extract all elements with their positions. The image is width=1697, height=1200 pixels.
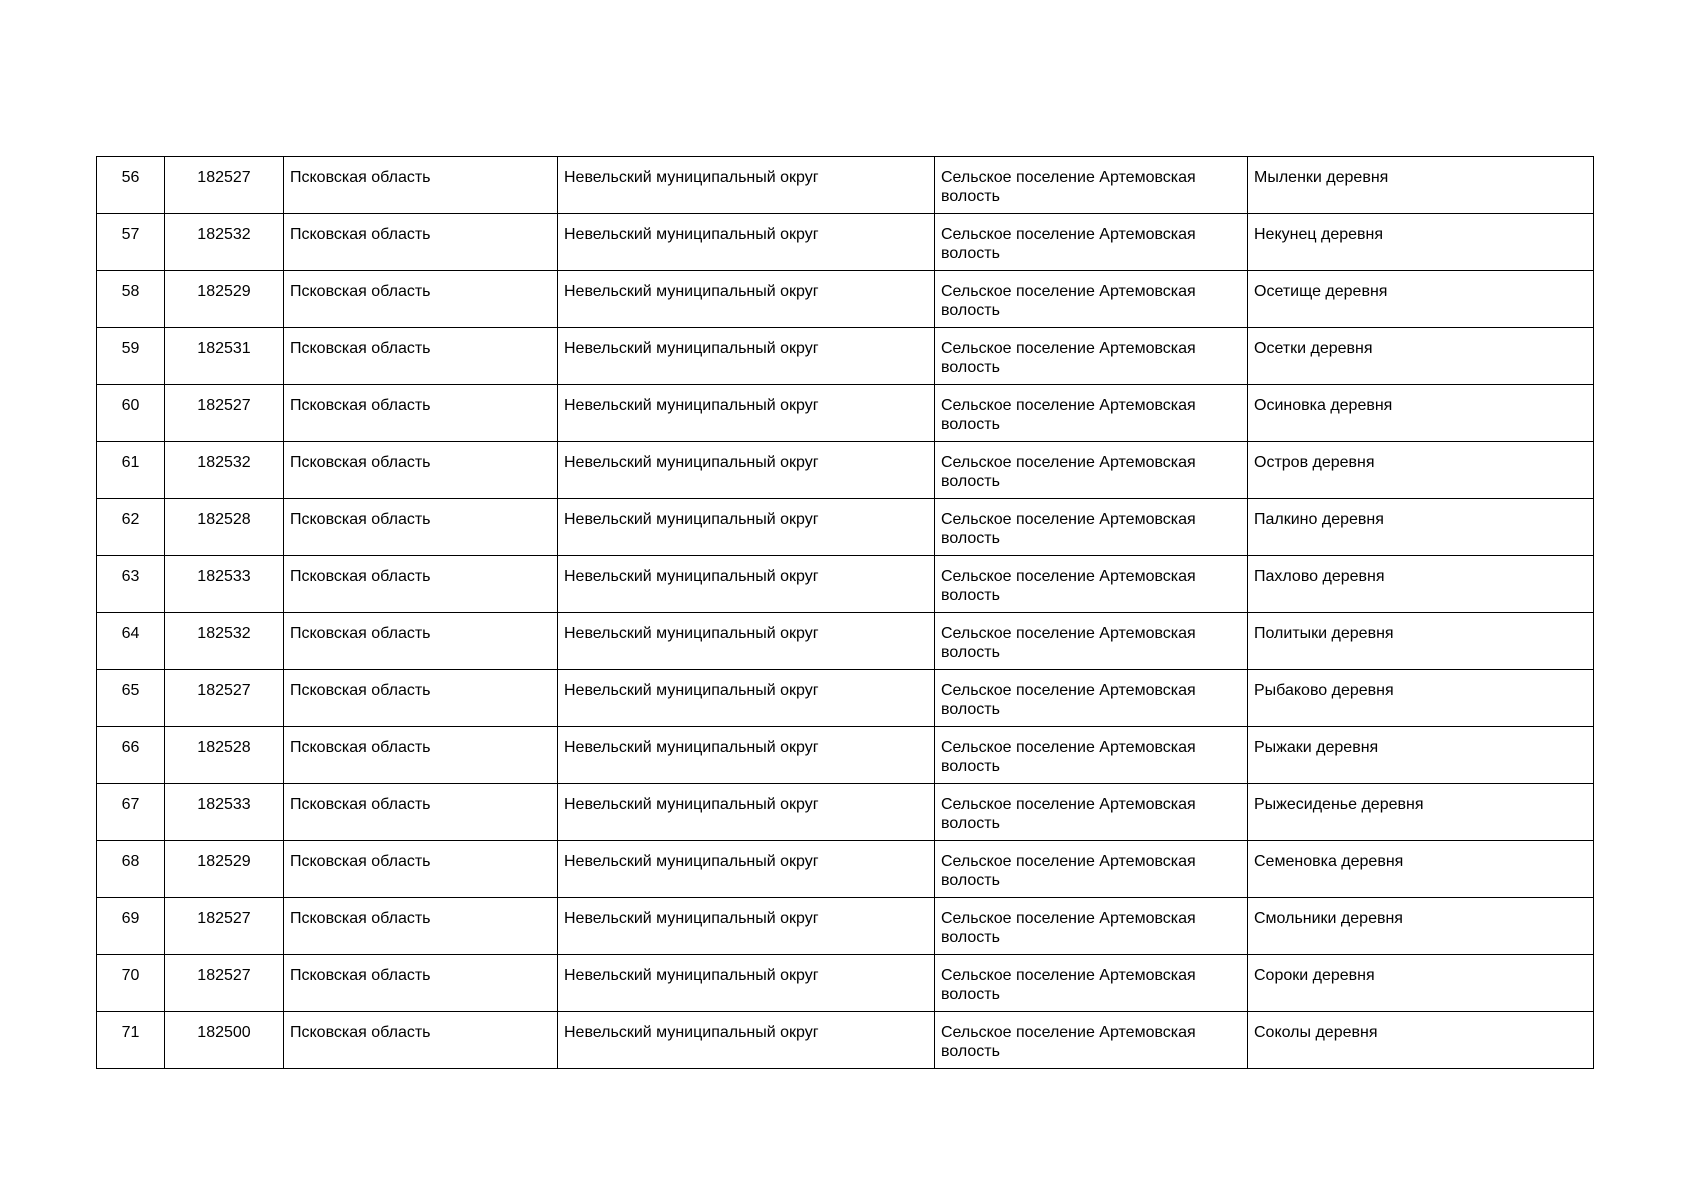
table-row xyxy=(97,556,1594,613)
postal-code-cell: 182527 xyxy=(165,670,284,727)
postal-code-cell: 182527 xyxy=(165,898,284,955)
table-row xyxy=(97,841,1594,898)
region-cell: Псковская область xyxy=(284,784,558,841)
settlement-cell: Сельское поселение Артемовская волость xyxy=(935,157,1248,214)
table-row xyxy=(97,670,1594,727)
row-number-cell: 64 xyxy=(97,613,165,670)
row-number-cell: 69 xyxy=(97,898,165,955)
district-cell: Невельский муниципальный округ xyxy=(558,784,935,841)
locality-cell: Смольники деревня xyxy=(1248,898,1594,955)
settlement-cell: Сельское поселение Артемовская волость xyxy=(935,328,1248,385)
settlement-cell: Сельское поселение Артемовская волость xyxy=(935,727,1248,784)
region-cell: Псковская область xyxy=(284,727,558,784)
row-number-cell: 56 xyxy=(97,157,165,214)
locality-cell: Соколы деревня xyxy=(1248,1012,1594,1069)
locality-cell: Осетки деревня xyxy=(1248,328,1594,385)
region-cell: Псковская область xyxy=(284,556,558,613)
settlement-cell: Сельское поселение Артемовская волость xyxy=(935,385,1248,442)
settlement-cell: Сельское поселение Артемовская волость xyxy=(935,898,1248,955)
district-cell: Невельский муниципальный округ xyxy=(558,499,935,556)
region-cell: Псковская область xyxy=(284,271,558,328)
postal-code-cell: 182529 xyxy=(165,841,284,898)
region-cell: Псковская область xyxy=(284,328,558,385)
postal-code-cell: 182529 xyxy=(165,271,284,328)
settlement-cell: Сельское поселение Артемовская волость xyxy=(935,499,1248,556)
table-row xyxy=(97,499,1594,556)
locality-cell: Палкино деревня xyxy=(1248,499,1594,556)
district-cell: Невельский муниципальный округ xyxy=(558,556,935,613)
table-body xyxy=(97,157,1594,1069)
locality-cell: Рыжаки деревня xyxy=(1248,727,1594,784)
locality-cell: Некунец деревня xyxy=(1248,214,1594,271)
row-number-cell: 66 xyxy=(97,727,165,784)
settlement-cell: Сельское поселение Артемовская волость xyxy=(935,1012,1248,1069)
row-number-cell: 65 xyxy=(97,670,165,727)
locality-cell: Политыки деревня xyxy=(1248,613,1594,670)
row-number-cell: 58 xyxy=(97,271,165,328)
postal-code-cell: 182527 xyxy=(165,157,284,214)
locality-cell: Семеновка деревня xyxy=(1248,841,1594,898)
settlements-table xyxy=(96,156,1594,1069)
row-number-cell: 67 xyxy=(97,784,165,841)
row-number-cell: 70 xyxy=(97,955,165,1012)
postal-code-cell: 182528 xyxy=(165,499,284,556)
settlement-cell: Сельское поселение Артемовская волость xyxy=(935,670,1248,727)
district-cell: Невельский муниципальный округ xyxy=(558,214,935,271)
locality-cell: Сороки деревня xyxy=(1248,955,1594,1012)
table-row xyxy=(97,271,1594,328)
row-number-cell: 62 xyxy=(97,499,165,556)
postal-code-cell: 182532 xyxy=(165,613,284,670)
district-cell: Невельский муниципальный округ xyxy=(558,841,935,898)
settlement-cell: Сельское поселение Артемовская волость xyxy=(935,556,1248,613)
district-cell: Невельский муниципальный округ xyxy=(558,157,935,214)
row-number-cell: 68 xyxy=(97,841,165,898)
row-number-cell: 61 xyxy=(97,442,165,499)
region-cell: Псковская область xyxy=(284,670,558,727)
region-cell: Псковская область xyxy=(284,841,558,898)
district-cell: Невельский муниципальный округ xyxy=(558,955,935,1012)
postal-code-cell: 182500 xyxy=(165,1012,284,1069)
settlement-cell: Сельское поселение Артемовская волость xyxy=(935,955,1248,1012)
table-row xyxy=(97,328,1594,385)
postal-code-cell: 182532 xyxy=(165,214,284,271)
settlement-cell: Сельское поселение Артемовская волость xyxy=(935,784,1248,841)
region-cell: Псковская область xyxy=(284,442,558,499)
postal-code-cell: 182533 xyxy=(165,784,284,841)
district-cell: Невельский муниципальный округ xyxy=(558,271,935,328)
table-row xyxy=(97,727,1594,784)
district-cell: Невельский муниципальный округ xyxy=(558,1012,935,1069)
locality-cell: Рыбаково деревня xyxy=(1248,670,1594,727)
table-row xyxy=(97,955,1594,1012)
postal-code-cell: 182532 xyxy=(165,442,284,499)
postal-code-cell: 182527 xyxy=(165,385,284,442)
settlement-cell: Сельское поселение Артемовская волость xyxy=(935,442,1248,499)
settlement-cell: Сельское поселение Артемовская волость xyxy=(935,271,1248,328)
district-cell: Невельский муниципальный округ xyxy=(558,385,935,442)
postal-code-cell: 182533 xyxy=(165,556,284,613)
district-cell: Невельский муниципальный округ xyxy=(558,328,935,385)
district-cell: Невельский муниципальный округ xyxy=(558,727,935,784)
table-row xyxy=(97,613,1594,670)
locality-cell: Рыжесиденье деревня xyxy=(1248,784,1594,841)
row-number-cell: 59 xyxy=(97,328,165,385)
settlement-cell: Сельское поселение Артемовская волость xyxy=(935,613,1248,670)
district-cell: Невельский муниципальный округ xyxy=(558,898,935,955)
region-cell: Псковская область xyxy=(284,499,558,556)
table-row xyxy=(97,157,1594,214)
postal-code-cell: 182531 xyxy=(165,328,284,385)
table-row xyxy=(97,214,1594,271)
region-cell: Псковская область xyxy=(284,613,558,670)
table-row xyxy=(97,385,1594,442)
table-row xyxy=(97,1012,1594,1069)
locality-cell: Мыленки деревня xyxy=(1248,157,1594,214)
region-cell: Псковская область xyxy=(284,955,558,1012)
district-cell: Невельский муниципальный округ xyxy=(558,442,935,499)
table-row xyxy=(97,442,1594,499)
row-number-cell: 71 xyxy=(97,1012,165,1069)
district-cell: Невельский муниципальный округ xyxy=(558,670,935,727)
region-cell: Псковская область xyxy=(284,385,558,442)
locality-cell: Остров деревня xyxy=(1248,442,1594,499)
postal-code-cell: 182527 xyxy=(165,955,284,1012)
district-cell: Невельский муниципальный округ xyxy=(558,613,935,670)
locality-cell: Пахлово деревня xyxy=(1248,556,1594,613)
locality-cell: Осиновка деревня xyxy=(1248,385,1594,442)
settlement-cell: Сельское поселение Артемовская волость xyxy=(935,841,1248,898)
row-number-cell: 60 xyxy=(97,385,165,442)
region-cell: Псковская область xyxy=(284,214,558,271)
settlement-cell: Сельское поселение Артемовская волость xyxy=(935,214,1248,271)
row-number-cell: 57 xyxy=(97,214,165,271)
row-number-cell: 63 xyxy=(97,556,165,613)
table-row xyxy=(97,784,1594,841)
region-cell: Псковская область xyxy=(284,1012,558,1069)
region-cell: Псковская область xyxy=(284,898,558,955)
region-cell: Псковская область xyxy=(284,157,558,214)
locality-cell: Осетище деревня xyxy=(1248,271,1594,328)
table-row xyxy=(97,898,1594,955)
postal-code-cell: 182528 xyxy=(165,727,284,784)
